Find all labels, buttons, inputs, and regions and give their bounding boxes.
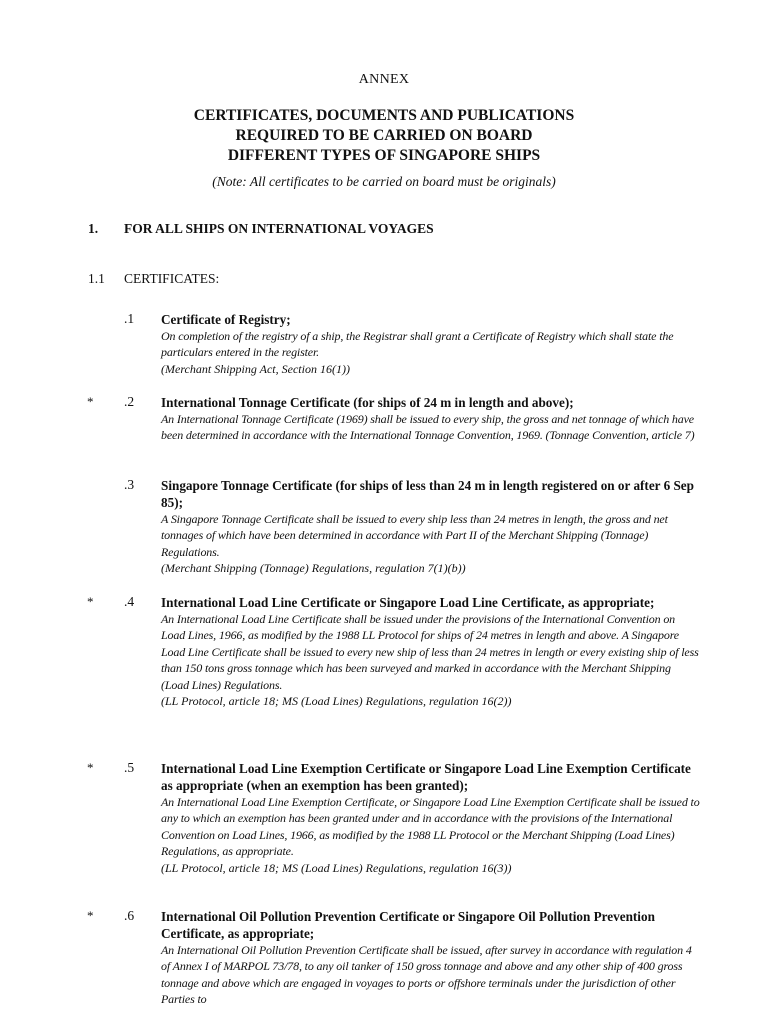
item-description: An International Tonnage Certificate (1969) shall be issued to every ship, the gross and net tonnage of which have been determined in accordance with the International Tonnage Convention, 1969. (Tonnage Convention, article 7) [161, 412, 695, 443]
item-heading: International Tonnage Certificate (for ships of 24 m in length and above); [161, 395, 574, 410]
section-1-1-title: CERTIFICATES: [124, 271, 220, 286]
item-heading: Singapore Tonnage Certificate (for ships of less than 24 m in length registered on or after 6 Sep 85); [161, 478, 694, 510]
item-reference: (Merchant Shipping Act, Section 16(1)) [161, 361, 350, 376]
item-reference: (Merchant Shipping (Tonnage) Regulations, regulation 7(1)(b)) [161, 561, 466, 576]
item-number: .3 [124, 477, 135, 492]
item-heading: Certificate of Registry; [161, 312, 291, 327]
originals-note: (Note: All certificates to be carried on board must be originals) [212, 174, 556, 189]
item-star: * [87, 760, 94, 775]
item-description: An International Load Line Certificate shall be issued under the provisions of the International Convention on Load Lines, 1966, as modified by the 1988 LL Protocol for ships of 24 metres in length and above. A Singapore Load Line Certificate shall be issued to every new ship of less than 24 metres in length or every existing ship of less than 150 tons gross tonnage which has been surveyed and marked in accordance with the Merchant Shipping (Load Lines) Regulations. [161, 612, 699, 692]
section-1-1-heading [88, 271, 219, 287]
title-line-3: DIFFERENT TYPES OF SINGAPORE SHIPS [227, 147, 541, 164]
title-line-2: REQUIRED TO BE CARRIED ON BOARD [235, 127, 533, 144]
item-star: * [87, 594, 94, 609]
item-number: .1 [124, 311, 135, 326]
item-number: .2 [124, 394, 135, 409]
title-line-1: CERTIFICATES, DOCUMENTS AND PUBLICATIONS [193, 107, 575, 124]
item-description: A Singapore Tonnage Certificate shall be issued to every ship less than 24 metres in length, the gross and net tonnages of which have been determined in accordance with Part II of the Merchant Shipping (Tonnage) Regulations. [161, 512, 668, 559]
item-body [161, 594, 701, 709]
item-description: An International Load Line Exemption Certificate, or Singapore Load Line Exemption Certificate shall be issued to any to which an exemption has been granted under and in accordance with the provisions of the International Convention on Load Lines, 1966, as modified by the 1988 LL Protocol or the Merchant Shipping (Load Lines) Regulations, as appropriate. [161, 795, 700, 859]
item-number: .4 [124, 594, 135, 609]
item-body [161, 760, 701, 876]
item-body [161, 477, 701, 577]
annex-label: ANNEX [358, 72, 410, 87]
item-body [161, 908, 701, 1008]
item-heading: International Load Line Certificate or Singapore Load Line Certificate, as appropriate; [161, 595, 655, 610]
item-body [161, 311, 701, 377]
section-1-heading [88, 221, 434, 237]
item-description: On completion of the registry of a ship, the Registrar shall grant a Certificate of Registry which shall state the particulars entered in the register. [161, 329, 674, 360]
item-heading: International Oil Pollution Prevention Certificate or Singapore Oil Pollution Prevention Certificate, as appropriate; [161, 909, 655, 941]
item-body [161, 394, 701, 444]
item-reference: (LL Protocol, article 18; MS (Load Lines) Regulations, regulation 16(3)) [161, 860, 512, 875]
item-heading: International Load Line Exemption Certificate or Singapore Load Line Exemption Certificate as appropriate (when an exemption has been granted); [161, 761, 691, 793]
item-reference: (LL Protocol, article 18; MS (Load Lines) Regulations, regulation 16(2)) [161, 694, 512, 709]
section-1-number: 1. [88, 221, 99, 236]
section-1-title: FOR ALL SHIPS ON INTERNATIONAL VOYAGES [124, 221, 434, 236]
section-1-1-number: 1.1 [88, 271, 105, 286]
item-star: * [87, 908, 94, 923]
item-star: * [87, 394, 94, 409]
item-number: .5 [124, 760, 135, 775]
item-number: .6 [124, 908, 135, 923]
item-description: An International Oil Pollution Prevention Certificate shall be issued, after survey in accordance with regulation 4 of Annex I of MARPOL 73/78, to any oil tanker of 150 gross tonnage and above and any other ship of 400 gross tonnage and above which are engaged in voyages to ports or offshore terminals under the jurisdiction of other Parties to [161, 943, 692, 1007]
document-title [0, 106, 768, 166]
